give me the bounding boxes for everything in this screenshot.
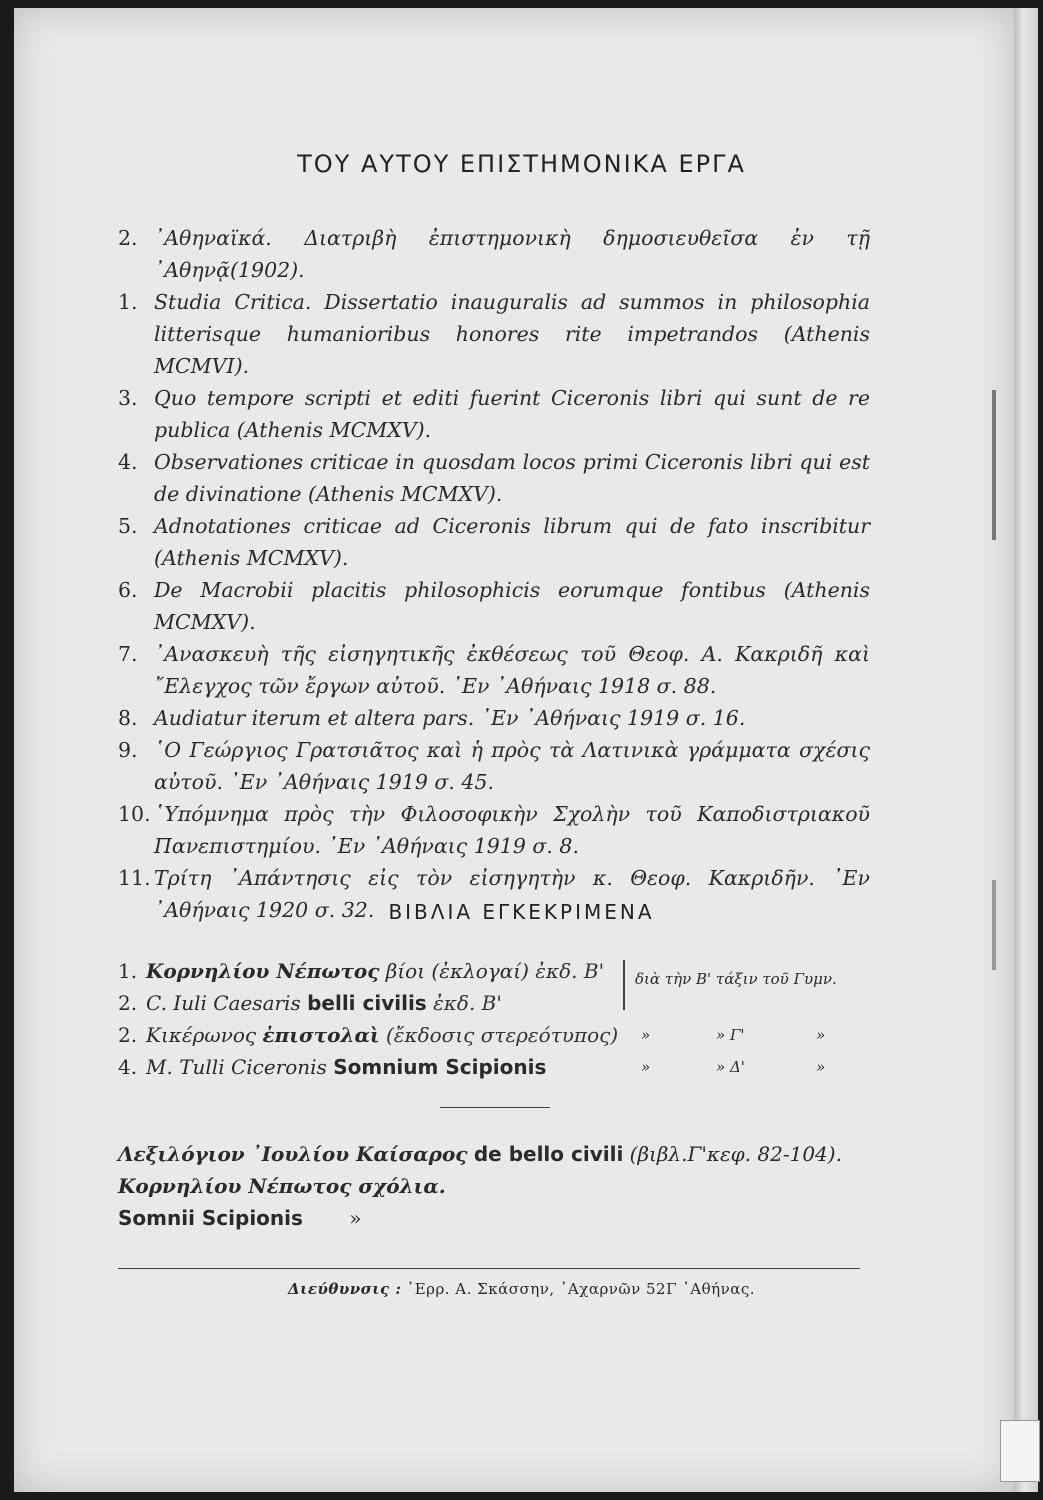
book-range: (βιβλ.Γ'κεφ. 82-104).: [629, 1142, 842, 1166]
item-text: ᾿Αθηναϊκά. Διατριβὴ ἐπιστημονικὴ δημοσιευθεῖσα ἐν τῇ ᾿Αθηνᾷ(1902).: [154, 226, 870, 282]
book-edition: ἐκδ. Β': [535, 959, 605, 983]
book-edition: ἐκδ. Β': [433, 991, 502, 1015]
book-author: Κικέρωνος: [146, 1023, 257, 1047]
list-item: [118, 382, 870, 446]
binding-strip: [1014, 8, 1038, 1492]
item-text: ῾Ο Γεώργιος Γρατσιᾶτος καὶ ἡ πρὸς τὰ Λατινικὰ γράμματα σχέσις αὐτοῦ. ᾿Εν ᾿Αθήναις 1919 σ. 45.: [154, 738, 870, 794]
archive-tab: [1000, 1420, 1040, 1482]
item-number: 11.: [118, 866, 151, 890]
list-item: [118, 798, 870, 862]
list-item: [118, 1170, 898, 1202]
book-work: βίοι (ἐκλογαί): [385, 959, 529, 983]
book-work: belli civilis: [307, 991, 427, 1015]
divider: [440, 1107, 550, 1108]
ditto-mark: »: [349, 1206, 362, 1230]
item-text: ᾿Ανασκευὴ τῆς εἰσηγητικῆς ἐκθέσεως τοῦ Θεοφ. Α. Κακριδῆ καὶ ῎Ελεγχος τῶν ἔργων αὐτοῦ. ᾿Εν ᾿Αθήναις 1918 σ. 88.: [154, 642, 870, 698]
item-number: 10.: [118, 802, 151, 826]
item-text: [146, 987, 641, 1019]
item-number: 2.: [118, 226, 138, 250]
page-title: ΤΟΥ ΑΥΤΟΥ ΕΠΙΣΤΗΜΟΝΙΚΑ ΕΡΓΑ: [297, 150, 746, 178]
list-item: [118, 574, 870, 638]
list-item: [118, 1202, 898, 1234]
item-number: 4.: [118, 450, 138, 474]
section-title: ΒΙΒΛΙΑ ΕΓΚΕΚΡΙΜΕΝΑ: [388, 900, 655, 924]
item-number: 2.: [118, 1023, 138, 1047]
item-text: Quo tempore scripti et editi fuerint Ciceronis libri qui sunt de re publica (Athenis MCMXV).: [154, 386, 870, 442]
address-text: ῾Ερρ. Α. Σκάσσην, ᾿Αχαρνῶν 52Γ ᾿Αθήνας.: [406, 1280, 756, 1298]
item-text: [146, 1051, 641, 1083]
list-item: [118, 510, 870, 574]
item-number: 6.: [118, 578, 138, 602]
item-number: 4.: [118, 1055, 138, 1079]
list-item: [118, 702, 870, 734]
book-work: ἐπιστολαὶ: [262, 1023, 380, 1047]
list-item: [118, 1051, 878, 1083]
item-text: Studia Critica. Dissertatio inauguralis ad summos in philosophia litterisque humanioribus honores rite impetrandos (Athenis MCMVI).: [154, 290, 870, 378]
book-author: C. Iuli Caesaris: [146, 991, 301, 1015]
list-item: [118, 1138, 898, 1170]
list-item: [118, 446, 870, 510]
class-mark: » Δ': [716, 1058, 745, 1076]
list-item: [118, 1019, 878, 1051]
works-list: [118, 222, 870, 926]
ditto-mark: »: [641, 1026, 651, 1044]
book-title: Κορνηλίου Νέπωτος σχόλια.: [118, 1174, 446, 1198]
book-title: Λεξιλόγιον ᾿Ιουλίου Καίσαρος: [118, 1142, 468, 1166]
binding-thread: [992, 390, 996, 540]
book-author: Κορνηλίου Νέπωτος: [146, 959, 380, 983]
item-number: 3.: [118, 386, 138, 410]
list-item: [118, 222, 870, 286]
item-number: 8.: [118, 706, 138, 730]
book-author: M. Tulli Ciceronis: [146, 1055, 327, 1079]
ditto-columns: [641, 1051, 861, 1083]
item-text: Observationes criticae in quosdam locos primi Ciceronis libri qui est de divinatione (Athenis MCMXV).: [154, 450, 870, 506]
book-title: Somnii Scipionis: [118, 1206, 303, 1230]
address-line: [0, 1280, 1043, 1298]
address-label: Διεύθυνσις :: [287, 1280, 402, 1298]
item-text: Τρίτη ᾿Απάντησις εἰς τὸν εἰσηγητὴν κ. Θεοφ. Κακριδῆν. ᾿Εν ᾿Αθήναις 1920 σ. 32.: [154, 866, 870, 922]
divider: [118, 1268, 860, 1269]
item-text: [146, 1019, 641, 1051]
item-number: 2.: [118, 991, 138, 1015]
book-work: Somnium Scipionis: [333, 1055, 547, 1079]
book-edition: (ἔκδοσις στερεότυπος): [385, 1023, 619, 1047]
item-number: 7.: [118, 642, 138, 666]
item-text: ῾Υπόμνημα πρὸς τὴν Φιλοσοφικὴν Σχολὴν τοῦ Καποδιστριακοῦ Πανεπιστημίου. ᾿Εν ᾿Αθήναις 1919 σ. 8.: [154, 802, 870, 858]
brace-note: διὰ τὴν Β' τάξιν τοῦ Γυμν.: [623, 960, 890, 1010]
item-text: Audiatur iterum et altera pars. ᾿Εν ᾿Αθήναις 1919 σ. 16.: [154, 706, 746, 730]
item-text: De Macrobii placitis philosophicis eorumque fontibus (Athenis MCMXV).: [154, 578, 870, 634]
ditto-mark: »: [641, 1058, 651, 1076]
binding-thread: [992, 880, 996, 970]
approved-books-list: [118, 955, 878, 1083]
list-item: [118, 734, 870, 798]
item-number: 5.: [118, 514, 138, 538]
item-text: [146, 955, 641, 987]
ditto-columns: [641, 1019, 861, 1051]
book-work: de bello civili: [473, 1142, 624, 1166]
class-mark: » Γ': [716, 1026, 745, 1044]
ditto-mark: »: [816, 1058, 826, 1076]
item-number: 1.: [118, 959, 138, 983]
item-text: Adnotationes criticae ad Ciceronis librum qui de fato inscribitur (Athenis MCMXV).: [154, 514, 870, 570]
list-item: [118, 638, 870, 702]
item-number: 9.: [118, 738, 138, 762]
item-number: 1.: [118, 290, 138, 314]
list-item: [118, 286, 870, 382]
ditto-mark: »: [816, 1026, 826, 1044]
extra-list: [118, 1138, 898, 1234]
